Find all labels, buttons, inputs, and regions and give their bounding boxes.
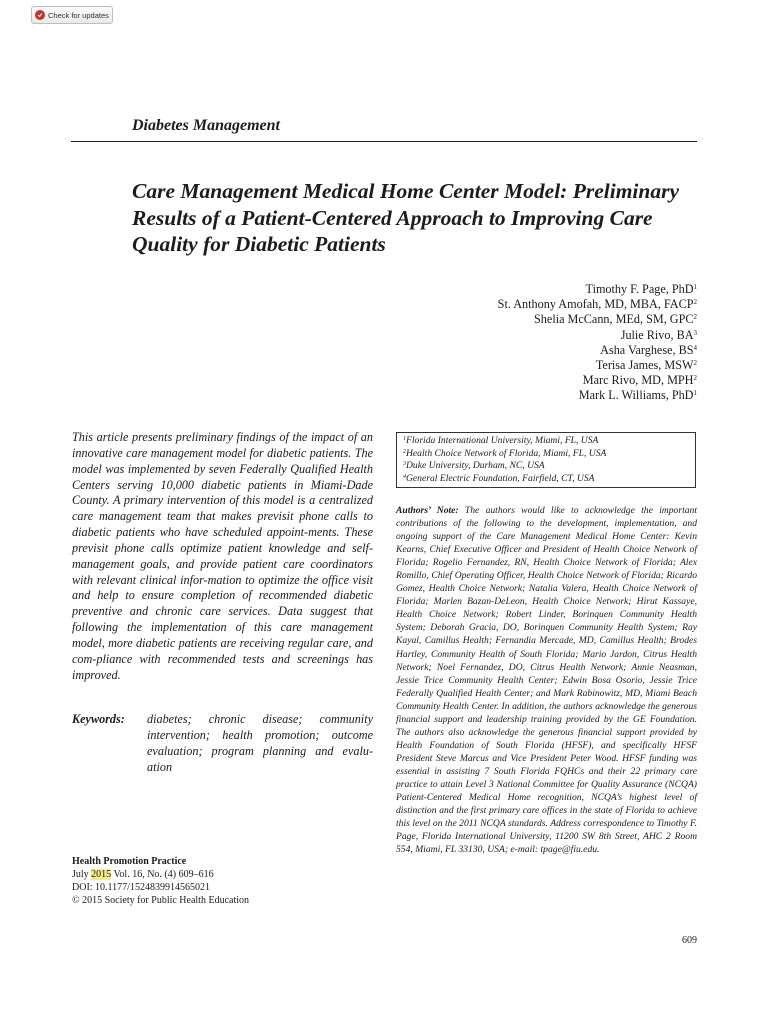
affiliation-number: 2 <box>403 448 406 455</box>
author-affiliation-mark: 3 <box>693 328 697 337</box>
author-line <box>498 358 697 373</box>
affiliation-line <box>403 435 689 448</box>
journal-info <box>72 855 249 907</box>
issue-volume: Vol. 16, No. (4) 609–616 <box>111 869 214 880</box>
author-line <box>498 328 697 343</box>
author-line <box>498 388 697 403</box>
page-number: 609 <box>682 935 697 946</box>
author-affiliation-mark: 4 <box>693 343 697 352</box>
author-affiliation-mark: 1 <box>693 389 697 398</box>
author-affiliation-mark: 2 <box>693 313 697 322</box>
author-affiliation-mark: 2 <box>693 359 697 368</box>
keywords-text: diabetes; chronic disease; community intervention; health promotion; outcome evaluation; program planning and evalu-ation <box>147 712 373 774</box>
author-line <box>498 282 697 297</box>
affiliation-number: 3 <box>403 461 406 468</box>
author-name: Timothy F. Page, PhD <box>585 282 694 296</box>
keywords-label: Keywords: <box>72 712 125 726</box>
author-affiliation-mark: 2 <box>693 374 697 383</box>
affiliation-line <box>403 473 689 486</box>
author-name: Mark L. Williams, PhD <box>578 388 694 403</box>
affiliation-line <box>403 460 689 473</box>
author-list <box>498 282 697 404</box>
issue-year-highlight: 2015 <box>91 869 112 880</box>
affiliations-box <box>396 432 696 488</box>
author-name: St. Anthony Amofah, MD, MBA, FACP <box>497 297 694 312</box>
check-for-updates-label: Check for updates <box>48 10 109 20</box>
abstract-text: This article presents preliminary findings of the impact of an innovative care management model for diabetic patients. The model was implemented by seven Federally Qualified Health Centers serving 10,000 diabetic patients in Miami-Dade County. A primary intervention of this model is a centralized care management team that makes previsit phone calls to diabetic patients who have scheduled appoint-ments. These previsit phone calls optimize patient knowledge and self-management goals, and provide patient care coordinators with relevant clinical infor-mation to optimize the office visit and help to ensure completion of recommended diabetic preventive and chronic care services. Data suggest that following the implementation of this care management model, more diabetic patients are receiving regular care, and com-pliance with recommended tests and screenings has improved. <box>72 430 373 682</box>
check-for-updates-button[interactable] <box>31 6 113 24</box>
authors-note <box>396 504 697 856</box>
affiliation-line <box>403 448 689 461</box>
author-name: Terisa James, MSW <box>595 358 694 373</box>
affiliation-number: 1 <box>403 436 406 442</box>
author-affiliation-mark: 1 <box>693 283 697 291</box>
authors-note-label: Authors’ Note: <box>396 505 459 516</box>
affiliation-number: 4 <box>403 473 406 480</box>
authors-note-text: The authors would like to acknowledge the important contributions of the following to the development, implementation, and ongoing support of the Care Management Medical Home Center: Kevin Kearns, Chief Executive Officer and President of Health Choice Network of Florida; Rogelio Fernandez, RN, Health Choice Network of Florida; Alex Romillo, Chief Operating Officer, Health Choice Network of Florida; Ricardo Gomez, Health Choice Network; Natalia Valera, Health Choice Network of Florida; Marlen Bazan-DeLeon, Health Choice Network; Hirut Kassaye, Health Choice Network; Robert Linder, Borinquen Community Health System; Deborah Gracia, DO, Borinquen Community Health System; Ray Kayal, Camillus Health; Fernandia Mercade, MD, Camillus Health; Brodes Hartley, Community Health of South Florida; Mario Jardon, Citrus Health Network; Noel Fernandez, DO, Citrus Health Network; Annie Neasman, Jessie Trice Community Health Center; Edwin Bosa Osorio, Jessie Trice Federally Qualified Health Center; and Mark Rabinowitz, MD, Miami Beach Community Health Center. In addition, the authors acknowledge the generous financial support and leadership training provided by the GE Foundation. The authors also acknowledge the generous financial support provided by Health Foundation of South Florida (HFSF), and specifically HFSF President Steve Marcus and Vice President Peter Wood. HFSF funding was essential in assisting 7 South Florida FQHCs and their 22 primary care practice to attain Level 3 National Committee for Quality Assurance (NCQA) Patient-Centered Medical Home recognition, NCQA’s highest level of distinction and the first primary care offices in the state of Florida to achieve this level on the 2011 NCQA standards. Address correspondence to Timothy F. Page, Florida International University, 11200 SW 8th Street, AHC 2 Room 554, Miami, FL 33130, USA; e-mail: tpage@fiu.edu. <box>396 505 697 856</box>
check-updates-icon <box>35 10 45 20</box>
affiliation-text: Duke University, Durham, NC, USA <box>406 460 545 472</box>
article-title: Care Management Medical Home Center Model: Preliminary Results of a Patient-Centered Approach to Improving Care Quality for Diabetic Patients <box>132 179 680 256</box>
journal-name: Health Promotion Practice <box>72 856 187 867</box>
affiliation-text: Health Choice Network of Florida, Miami, FL, USA <box>406 447 607 459</box>
journal-issue <box>72 868 249 881</box>
author-name: Marc Rivo, MD, MPH <box>582 373 694 388</box>
author-affiliation-mark: 2 <box>693 298 697 307</box>
author-line <box>498 373 697 388</box>
author-name: Asha Varghese, BS <box>600 342 694 357</box>
affiliation-text: Florida International University, Miami, FL, USA <box>406 435 599 446</box>
affiliation-text: General Electric Foundation, Fairfield, CT, USA <box>406 472 595 484</box>
section-heading: Diabetes Management <box>132 117 280 134</box>
author-name: Julie Rivo, BA <box>620 327 694 342</box>
author-line <box>498 343 697 358</box>
author-name: Shelia McCann, MEd, SM, GPC <box>534 312 694 327</box>
journal-doi: DOI: 10.1177/1524839914565021 <box>72 882 210 893</box>
author-line <box>498 297 697 312</box>
header-divider <box>71 141 697 142</box>
journal-copyright: © 2015 Society for Public Health Education <box>72 895 250 906</box>
author-line <box>498 312 697 327</box>
issue-month: July <box>72 869 92 880</box>
